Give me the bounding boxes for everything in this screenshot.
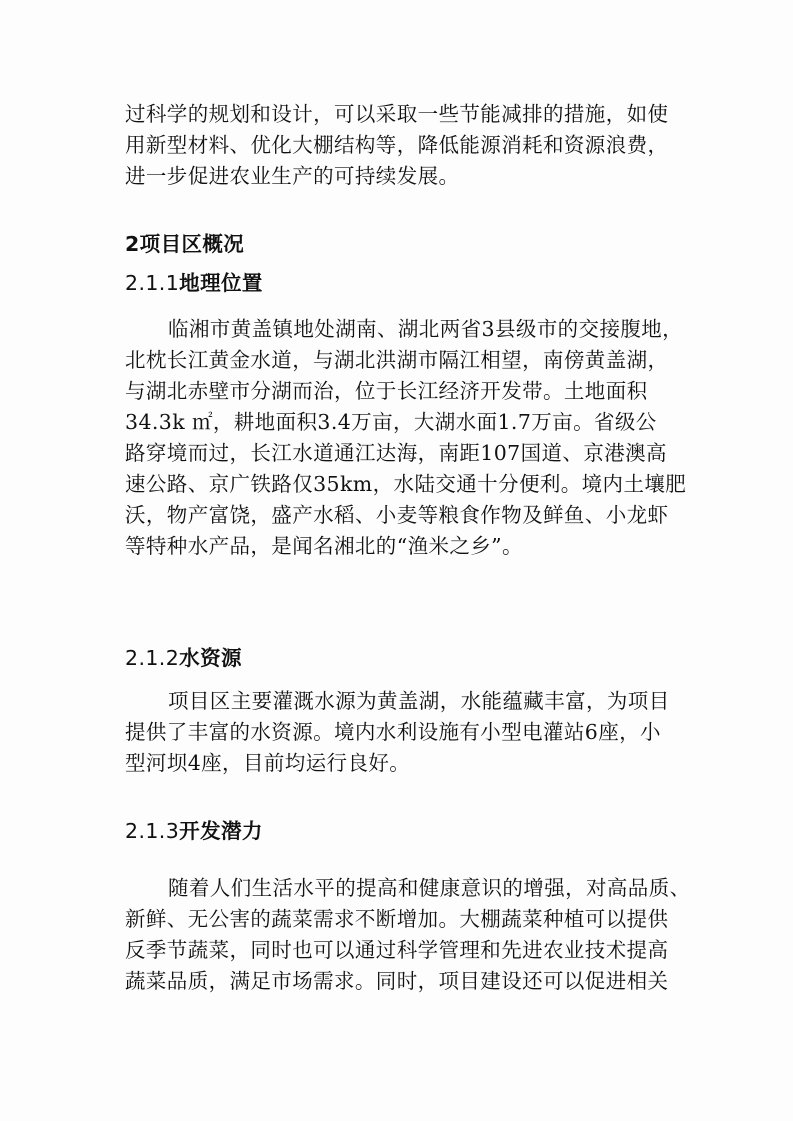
paragraph-line: 34.3k ㎡，耕地面积3.4万亩，大湖水面1.7万亩。省级公 xyxy=(125,410,657,434)
section-number: 2 xyxy=(125,232,140,256)
paragraph-line: 沃，物产富饶，盛产水稻、小麦等粮食作物及鲜鱼、小龙虾 xyxy=(125,503,669,527)
section-2-1-2-heading xyxy=(125,643,242,674)
paragraph-line: 反季节蔬菜，同时也可以通过科学管理和先进农业技术提高 xyxy=(125,938,669,962)
paragraph-line: 北枕长江黄金水道，与湖北洪湖市隔江相望，南傍黄盖湖， xyxy=(125,348,669,372)
section-number: 2.1.2 xyxy=(125,646,180,670)
paragraph-line: 提供了丰富的水资源。境内水利设施有小型电灌站6座，小 xyxy=(125,720,661,744)
paragraph-line: 新鲜、无公害的蔬菜需求不断增加。大棚蔬菜种植可以提供 xyxy=(125,907,669,931)
section-number: 2.1.3 xyxy=(125,819,180,843)
section-title: 地理位置 xyxy=(179,271,263,295)
section-number: 2.1.1 xyxy=(125,271,180,295)
paragraph-line: 与湖北赤壁市分湖而治，位于长江经济开发带。土地面积 xyxy=(125,379,648,403)
paragraph-line: 临湘市黄盖镇地处湖南、湖北两省3县级市的交接腹地， xyxy=(168,317,684,341)
paragraph-line: 随着人们生活水平的提高和健康意识的增强，对高品质、 xyxy=(168,876,691,900)
paragraph-line: 型河坝4座，目前均运行良好。 xyxy=(125,751,411,775)
section-title: 水资源 xyxy=(179,646,242,670)
development-potential-paragraph xyxy=(125,873,691,997)
section-2-1-3-heading xyxy=(125,816,263,847)
continuation-paragraph xyxy=(125,99,685,192)
paragraph-line: 过科学的规划和设计，可以采取一些节能减排的措施，如使 xyxy=(125,102,669,126)
section-title: 项目区概况 xyxy=(139,232,245,256)
section-title: 开发潜力 xyxy=(179,819,263,843)
paragraph-line: 路穿境而过，长江水道通江达海，南距107国道、京港澳高 xyxy=(125,441,667,465)
section-2-1-1-heading xyxy=(125,268,263,299)
paragraph-line: 速公路、京广铁路仅35km，水陆交通十分便利。境内土壤肥 xyxy=(125,472,687,496)
paragraph-line: 进一步促进农业生产的可持续发展。 xyxy=(125,164,460,188)
water-resources-paragraph xyxy=(125,686,685,779)
geography-paragraph xyxy=(125,314,685,562)
paragraph-line: 用新型材料、优化大棚结构等，降低能源消耗和资源浪费， xyxy=(125,133,669,157)
paragraph-line: 等特种水产品，是闻名湘北的“渔米之乡”。 xyxy=(125,534,523,558)
section-2-heading xyxy=(125,229,244,260)
paragraph-line: 蔬菜品质，满足市场需求。同时，项目建设还可以促进相关 xyxy=(125,969,669,993)
paragraph-line: 项目区主要灌溉水源为黄盖湖，水能蕴藏丰富，为项目 xyxy=(168,689,670,713)
